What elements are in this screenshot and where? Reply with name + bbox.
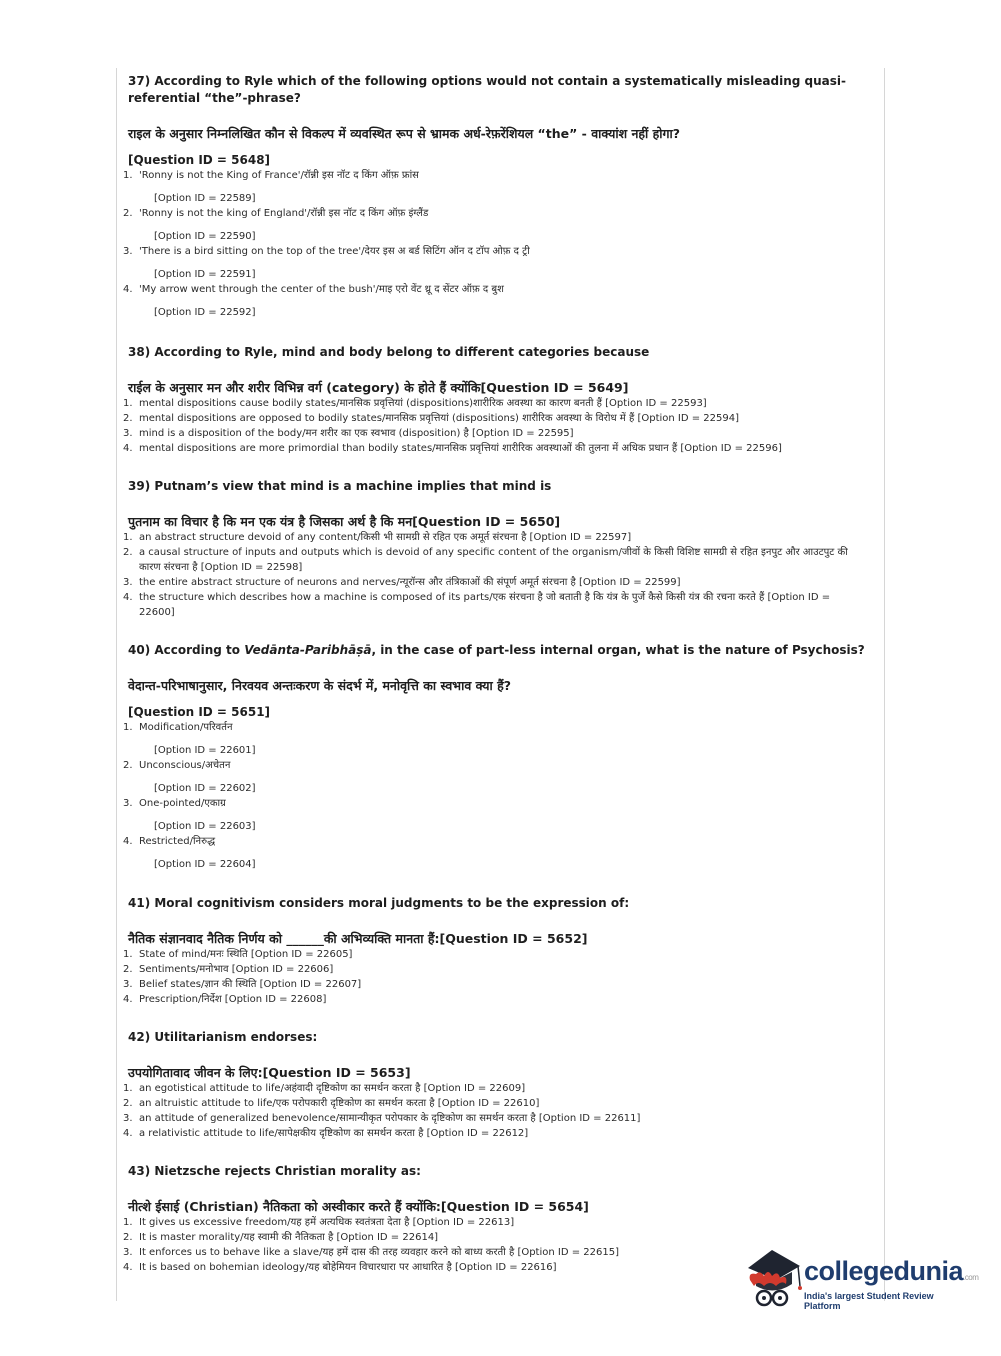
question-title-hindi: नीत्शे ईसाई (Christian) नैतिकता को अस्वीकार करते हैं क्योंकि:[Question ID = 5654] (128, 1199, 589, 1214)
text-title-italic: Vedānta-Paribhāṣā (244, 643, 372, 657)
list-item: 3. mind is a disposition of the body/मन शरीर का एक स्वभाव (disposition) है [Option ID = 22595] (123, 428, 574, 439)
option-list (123, 530, 868, 620)
list-item: 4. a relativistic attitude to life/सापेक्षकीय दृष्टिकोण का समर्थन करता है [Option ID = 22612] (123, 1128, 529, 1139)
question-38 (123, 344, 873, 456)
option-list (123, 396, 868, 456)
list-item: 2. Sentiments/मनोभाव [Option ID = 22606] (123, 964, 334, 975)
right-margin-line (884, 68, 885, 1301)
question-id: [Question ID = 5651] (128, 705, 271, 719)
list-item: 3. Belief states/ज्ञान की स्थिति [Option ID = 22607] (123, 979, 362, 990)
left-margin-line (116, 68, 117, 1301)
list-item: 2. a causal structure of inputs and outputs which is devoid of any specific content of the organism/जीवों के किसी विशिष्ट सामग्री से रहित इनपुट और आउटपुट की कारण संरचना है [Option ID = 22598] (123, 547, 848, 573)
option-list (123, 1081, 868, 1141)
logo-tagline: India's largest Student Review Platform (804, 1291, 934, 1311)
option-list (123, 168, 868, 320)
question-title: 37) According to Ryle which of the following options would not contain a systematically misleading quasi-referential “the”-phrase? (128, 74, 846, 105)
question-title-hindi: राइल के अनुसार निम्नलिखित कौन से विकल्प में व्यवस्थित रूप से भ्रामक अर्ध-रेफ़रेंशियल “the” - वाक्यांश नहीं होगा? (128, 126, 681, 141)
question-title-hindi: नैतिक संज्ञानवाद नैतिक निर्णय को ______की अभिव्यक्ति मानता हैं:[Question ID = 5652] (128, 931, 588, 946)
question-title-hindi: वेदान्त-परिभाषानुसार, निरवयव अन्तःकरण के संदर्भ में, मनोवृत्ति का स्वभाव क्या हैं? (128, 678, 512, 693)
question-title: 42) Utilitarianism endorses: (128, 1030, 318, 1044)
question-title: 39) Putnam’s view that mind is a machine implies that mind is (128, 479, 552, 493)
question-title: 40) According to Vedānta-Paribhāṣā, in the case of part-less internal organ, what is the nature of Psychosis? (128, 643, 865, 657)
list-item: 2. Unconscious/अचेतन [Option ID = 22602] (123, 760, 256, 794)
question-40 (123, 642, 873, 872)
list-item: 2. mental dispositions are opposed to bodily states/मानसिक प्रवृत्तियां (dispositions) शारीरिक अवस्था के विरोध में हैं [Option ID = 22594] (123, 413, 739, 424)
question-39 (123, 478, 873, 620)
question-37 (123, 73, 873, 320)
list-item: 1. State of mind/मनः स्थिति [Option ID = 22605] (123, 949, 353, 960)
question-id: [Question ID = 5648] (128, 153, 271, 167)
question-title: 43) Nietzsche rejects Christian morality as: (128, 1164, 421, 1178)
list-item: 4. It is based on bohemian ideology/यह बोहेमियन विचारधारा पर आधारित है [Option ID = 22616] (123, 1262, 557, 1273)
list-item: 1. an egotistical attitude to life/अहंवादी दृष्टिकोण का समर्थन करता है [Option ID = 22609] (123, 1083, 526, 1094)
list-item: 3. One-pointed/एकाग्र [Option ID = 22603] (123, 798, 256, 832)
question-41 (123, 895, 873, 1007)
list-item: 4. 'My arrow went through the center of the bush'/माइ एरो वेंट थ्रू द सेंटर ऑफ़ द बुश [Option ID = 22592] (123, 284, 504, 318)
list-item: 3. It enforces us to behave like a slave/यह हमें दास की तरह व्यवहार करने को बाध्य करती है [Option ID = 22615] (123, 1247, 619, 1258)
question-title-hindi: राईल के अनुसार मन और शरीर विभिन्न वर्ग (category) के होते हैं क्योंकि[Question ID = 5649] (128, 380, 629, 395)
list-item: 2. 'Ronny is not the king of England'/रॉन्नी इस नॉट द किंग ऑफ़ इंग्लैंड [Option ID = 22590] (123, 208, 429, 242)
mascot-icon (742, 1246, 804, 1314)
question-42 (123, 1029, 873, 1141)
list-item: 3. the entire abstract structure of neurons and nerves/न्यूरॉन्स और तंत्रिकाओं की संपूर्ण अमूर्त संरचना है [Option ID = 22599] (123, 577, 681, 588)
list-item: 4. Prescription/निर्देश [Option ID = 22608] (123, 994, 327, 1005)
list-item: 1. 'Ronny is not the King of France'/रॉन्नी इस नॉट द किंग ऑफ़ फ्रांस [Option ID = 22589] (123, 170, 419, 204)
list-item: 2. an altruistic attitude to life/एक परोपकारी दृष्टिकोण का समर्थन करता है [Option ID = 22610] (123, 1098, 540, 1109)
list-item: 1. mental dispositions cause bodily states/मानसिक प्रवृत्तियां (dispositions)शारीरिक अवस्था का कारण बनती हैं [Option ID = 22593] (123, 398, 707, 409)
list-item: 4. the structure which describes how a machine is composed of its parts/एक संरचना है जो बताती है कि यंत्र के पुर्जे कैसे किसी यंत्र की रचना करते हैं [Option ID = 22600] (123, 592, 831, 618)
list-item: 4. Restricted/निरुद्ध [Option ID = 22604] (123, 836, 256, 870)
question-title: 41) Moral cognitivism considers moral judgments to be the expression of: (128, 896, 630, 910)
list-item: 1. It gives us excessive freedom/यह हमें अत्यधिक स्वतंत्रता देता है [Option ID = 22613] (123, 1217, 515, 1228)
list-item: 1. an abstract structure devoid of any content/किसी भी सामग्री से रहित एक अमूर्त संरचना है [Option ID = 22597] (123, 532, 632, 543)
option-list (123, 720, 868, 872)
list-item: 3. an attitude of generalized benevolence/सामान्यीकृत परोपकार के दृष्टिकोण का समर्थन करता है [Option ID = 22611] (123, 1113, 641, 1124)
list-item: 4. mental dispositions are more primordial than bodily states/मानसिक प्रवृत्तियां शारीरिक अवस्थाओं की तुलना में अधिक प्रधान हैं [Option ID = 22596] (123, 443, 782, 454)
list-item: 2. It is master morality/यह स्वामी की नैतिकता है [Option ID = 22614] (123, 1232, 439, 1243)
collegedunia-logo (742, 1246, 979, 1314)
logo-wordmark: collegedunia.com (804, 1256, 979, 1286)
question-title-hindi: पुतनाम का विचार है कि मन एक यंत्र है जिसका अर्थ है कि मन[Question ID = 5650] (128, 514, 561, 529)
list-item: 3. 'There is a bird sitting on the top of the tree'/देयर इस अ बर्ड सिटिंग ऑन द टॉप ओफ़ द ट्री [Option ID = 22591] (123, 246, 530, 280)
question-title-hindi: उपयोगितावाद जीवन के लिए:[Question ID = 5653] (128, 1065, 411, 1080)
question-title: 38) According to Ryle, mind and body belong to different categories because (128, 345, 650, 359)
option-list (123, 947, 868, 1007)
list-item: 1. Modification/परिवर्तन [Option ID = 22601] (123, 722, 256, 756)
